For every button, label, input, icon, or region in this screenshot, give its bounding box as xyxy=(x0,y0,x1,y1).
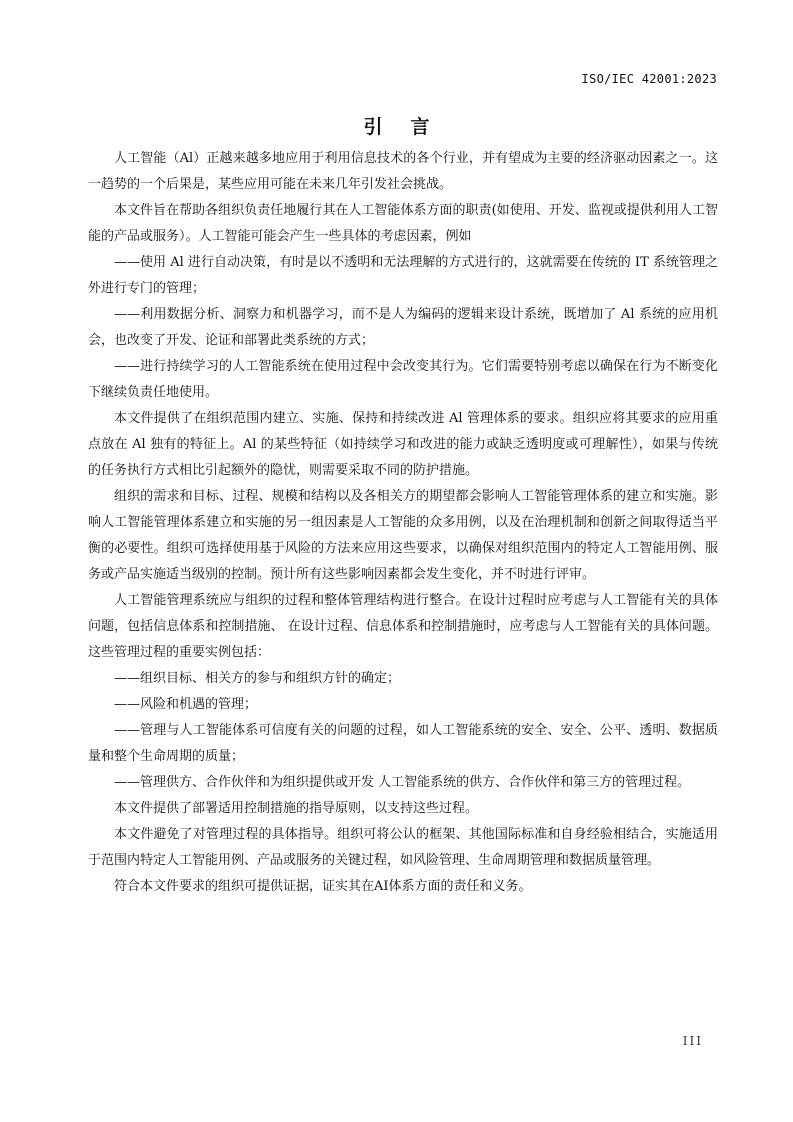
page-number: III xyxy=(682,1034,703,1048)
paragraph: 符合本文件要求的组织可提供证据，证实其在AI体系方面的责任和义务。 xyxy=(114,879,532,894)
paragraph: 本文件提供了在组织范围内建立、实施、保持和持续改进 Al 管理体系的要求。组织应将其要求的应用重点放在 Al 独有的特征上。Al 的某些特征（如持续学习和改进的能力或缺乏透明度或可理解性），如果与传统的任务执行方式相比引起额外的隐忧，则需要采取不同的防护措施。 xyxy=(88,411,718,478)
list-item: ——风险和机遇的管理； xyxy=(114,697,258,712)
paragraph: 本文件提供了部署适用控制措施的指导原则，以支持这些过程。 xyxy=(114,801,479,816)
list-item: ——组织目标、相关方的参与和组织方针的确定； xyxy=(114,671,401,686)
page-title: 引言 xyxy=(363,116,458,138)
paragraph: 本文件旨在帮助各组织负责任地履行其在人工智能体系方面的职责(如使用、开发、监视或提供利用人工智能的产品或服务）。人工智能可能会产生一些具体的考虑因素，例如 xyxy=(88,203,718,244)
paragraph: 人工智能（Al）正越来越多地应用于利用信息技术的各个行业，并有望成为主要的经济驱动因素之一。这一趋势的一个后果是，某些应用可能在未来几年引发社会挑战。 xyxy=(88,151,718,192)
list-item: ——使用 Al 进行自动决策，有时是以不透明和无法理解的方式进行的，这就需要在传统的 IT 系统管理之外进行专门的管理； xyxy=(88,255,718,296)
list-item: ——管理供方、合作伙伴和为组织提供或开发 人工智能系统的供方、合作伙伴和第三方的管理过程。 xyxy=(114,775,691,790)
document-body xyxy=(88,146,718,900)
document-id: ISO/IEC 42001:2023 xyxy=(581,72,717,86)
paragraph: 组织的需求和目标、过程、规模和结构以及各相关方的期望都会影响人工智能管理体系的建立和实施。影响人工智能管理体系建立和实施的另一组因素是人工智能的众多用例，以及在治理机制和创新之间取得适当平衡的必要性。组织可选择使用基于风险的方法来应用这些要求，以确保对组织范围内的特定人工智能用例、服务或产品实施适当级别的控制。预计所有这些影响因素都会发生变化，并不时进行评审。 xyxy=(88,489,718,582)
list-item: ——利用数据分析、洞察力和机器学习，而不是人为编码的逻辑来设计系统，既增加了 Al 系统的应用机会，也改变了开发、论证和部署此类系统的方式； xyxy=(88,307,718,348)
list-item: ——管理与人工智能体系可信度有关的问题的过程，如人工智能系统的安全、安全、公平、透明、数据质量和整个生命周期的质量； xyxy=(88,723,718,764)
paragraph: 本文件避免了对管理过程的具体指导。组织可将公认的框架、其他国际标准和自身经验相结合，实施适用于范围内特定人工智能用例、产品或服务的关键过程，如风险管理、生命周期管理和数据质量管理。 xyxy=(88,827,718,868)
list-item: ——进行持续学习的人工智能系统在使用过程中会改变其行为。它们需要特别考虑以确保在行为不断变化下继续负责任地使用。 xyxy=(88,359,718,400)
paragraph: 人工智能管理系统应与组织的过程和整体管理结构进行整合。在设计过程时应考虑与人工智能有关的具体问题，包括信息体系和控制措施、 在设计过程、信息体系和控制措施时，应考虑与人工智能有关的具体问题。这些管理过程的重要实例包括： xyxy=(88,593,718,660)
